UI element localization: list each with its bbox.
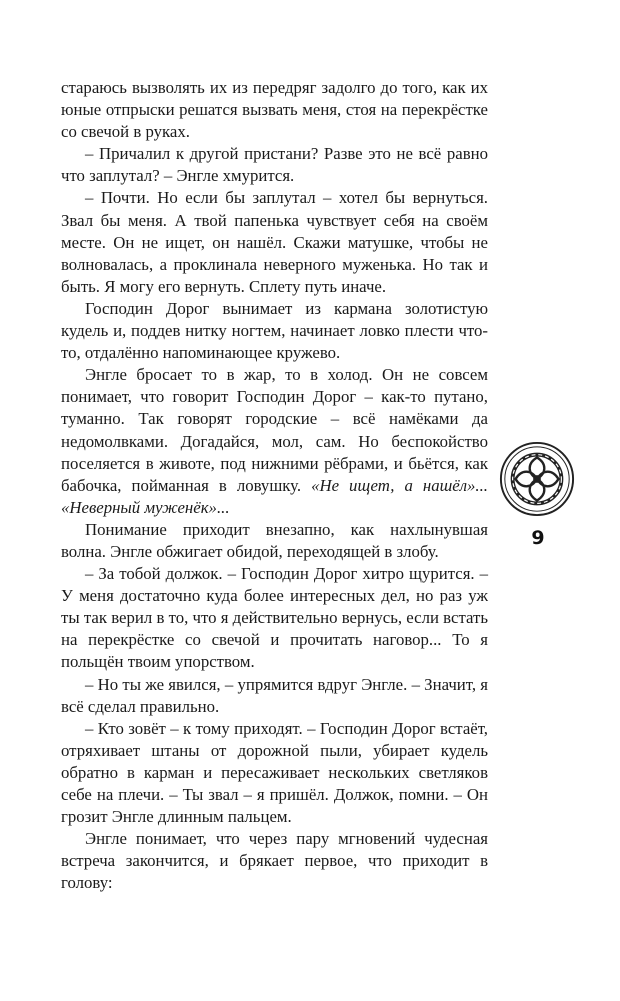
paragraph-dialogue: – Почти. Но если бы заплутал – хотел бы вернуться. Звал бы меня. А твой папенька чувствует себя на своём месте. Он не ищет, он нашёл. Скажи матушке, чтобы не волновалась, а проклинала неверного муженька. Но так и быть. Я могу его вернуть. Сплету путь иначе. (61, 188, 488, 296)
paragraph (61, 364, 488, 519)
celtic-knot-icon (498, 440, 576, 518)
italic-quote: «Неверный муженёк»... (61, 497, 230, 517)
paragraph: Понимание приходит внезапно, как нахлынувшая волна. Энгле обжигает обидой, переходящей в злобу. (61, 519, 488, 561)
body-text (61, 77, 488, 894)
paragraph-dialogue: – Кто зовёт – к тому приходят. – Господин Дорог встаёт, отряхивает штаны от дорожной пыли, убирает кудель обратно в карман и пересаживает нескольких светляков себе на плечи. – Ты звал – я пришёл. Должок, помни. – Он грозит Энгле длинным пальцем. (61, 718, 488, 827)
paragraph-dialogue: – Но ты же явился, – упрямится вдруг Энгле. – Значит, я всё сделал правильно. (61, 674, 488, 716)
paragraph: Энгле понимает, что через пару мгновений чудесная встреча закончится, и брякает первое, что приходит в голову: (61, 829, 488, 893)
paragraph-dialogue: – Причалил к другой пристани? Разве это не всё равно что заплутал? – Энгле хмурится. (61, 144, 488, 186)
paragraph-dialogue: – За тобой должок. – Господин Дорог хитро щурится. – У меня достаточно куда более интересных дел, но раз уж ты так верил в то, что я действительно вернусь, если встать на перекрёстке со свечой и прочитать наговор... То я польщён твоим упорством. (61, 564, 488, 672)
paragraph-text: Энгле бросает то в жар, то в холод. Он не совсем понимает, что говорит Господин Дорог – как-то путано, туманно. Так говорят городские – всё намёками да недомолвками. Догадайся, мол, сам. Но беспокойство поселяется в животе, под нижними рёбрами, и бьётся, как бабочка, пойманная в ловушку. (61, 365, 488, 495)
italic-quote: «Не ищет, а нашёл»... (311, 475, 489, 495)
page-number: 9 (531, 527, 545, 549)
paragraph: Господин Дорог вынимает из кармана золотистую кудель и, поддев нитку ногтем, начинает ловко плести что-то, отдалённо напоминающее кружево. (61, 298, 488, 363)
paragraph-continuation: стараюсь вызволять их из передряг задолго до того, как их юные отпрыски решатся вызвать меня, стоя на перекрёстке со свечой в руках. (61, 78, 488, 142)
